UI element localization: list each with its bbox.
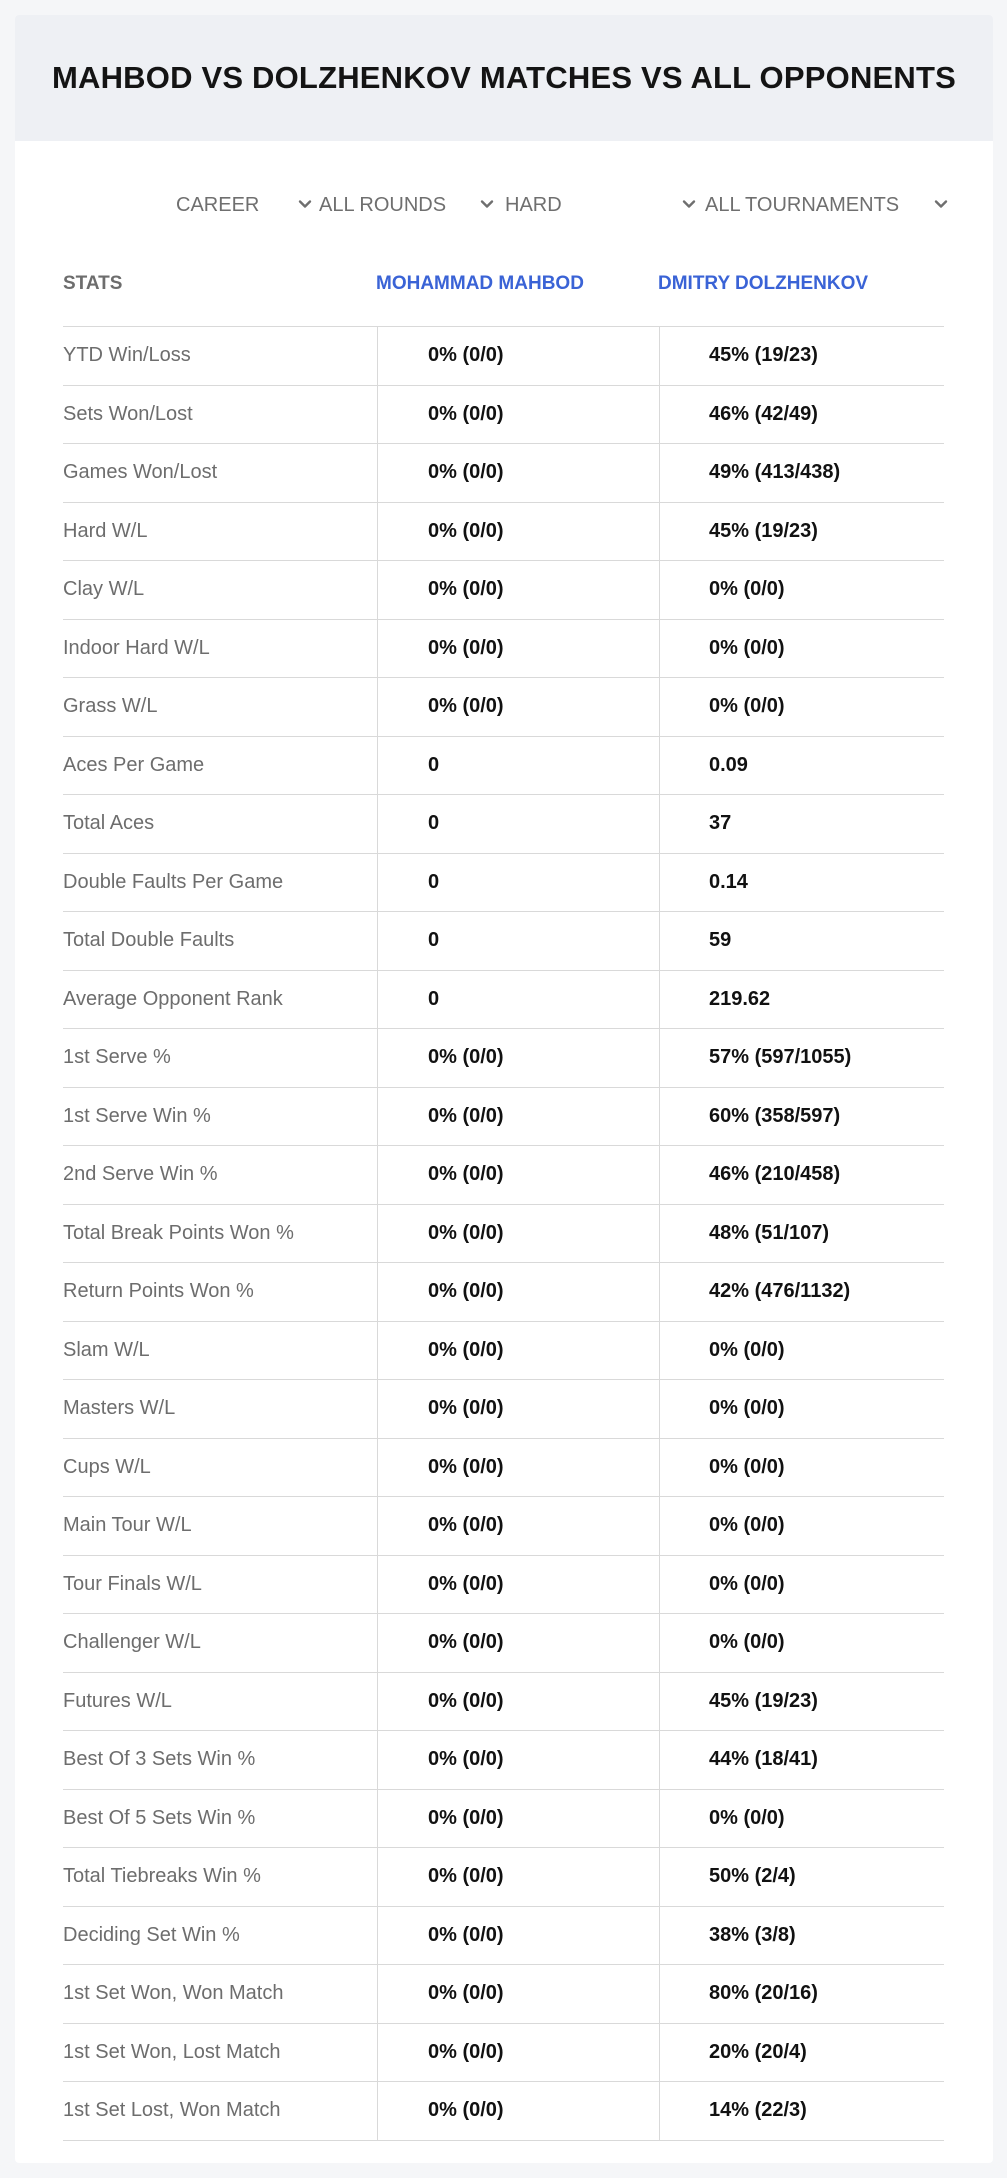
table-row (63, 2082, 944, 2141)
table-row (63, 1029, 944, 1088)
player1-value: 0% (0/0) (377, 1088, 659, 1146)
player1-link[interactable]: MOHAMMAD MAHBOD (376, 273, 584, 294)
stats-table (63, 255, 944, 2141)
table-body (63, 327, 944, 2141)
page-title: MAHBOD VS DOLZHENKOV MATCHES VS ALL OPPONENTS (51, 60, 957, 95)
filter-label: CAREER (176, 193, 260, 216)
table-row (63, 1146, 944, 1205)
player2-value: 0% (0/0) (659, 1380, 944, 1438)
table-row (63, 444, 944, 503)
player1-value: 0% (0/0) (377, 1146, 659, 1204)
player2-value: 59 (659, 912, 944, 970)
stat-label: Total Tiebreaks Win % (63, 1865, 261, 1888)
stat-label: Best Of 3 Sets Win % (63, 1748, 256, 1771)
stat-label: Games Won/Lost (63, 461, 218, 484)
filter-label: HARD (505, 193, 562, 216)
table-row (63, 1439, 944, 1498)
surface-filter-dropdown[interactable] (505, 185, 701, 225)
stat-label: Grass W/L (63, 695, 158, 718)
player2-value: 0% (0/0) (659, 1614, 944, 1672)
page-header (15, 15, 993, 141)
career-filter-dropdown[interactable] (176, 185, 314, 225)
player1-value: 0% (0/0) (377, 1205, 659, 1263)
player1-value: 0 (377, 737, 659, 795)
player1-value: 0% (0/0) (377, 1790, 659, 1848)
stat-label: Double Faults Per Game (63, 870, 284, 893)
player1-value: 0% (0/0) (377, 444, 659, 502)
chevron-down-icon (681, 196, 697, 212)
stat-label: 1st Set Won, Won Match (63, 1982, 284, 2005)
player2-value: 50% (2/4) (659, 1848, 944, 1906)
table-row (63, 327, 944, 386)
stat-label: Slam W/L (63, 1338, 150, 1361)
table-row (63, 1614, 944, 1673)
player2-value: 0% (0/0) (659, 678, 944, 736)
player2-value: 38% (3/8) (659, 1907, 944, 1965)
player1-value: 0% (0/0) (377, 1907, 659, 1965)
player1-value: 0 (377, 854, 659, 912)
player1-value: 0% (0/0) (377, 1965, 659, 2023)
stat-label: Average Opponent Rank (63, 987, 283, 1010)
player2-value: 0% (0/0) (659, 1439, 944, 1497)
player1-value: 0% (0/0) (377, 678, 659, 736)
stats-column-header: STATS (63, 273, 123, 294)
player2-value: 37 (659, 795, 944, 853)
stat-label: YTD Win/Loss (63, 344, 191, 367)
player1-value: 0% (0/0) (377, 1497, 659, 1555)
stat-label: Masters W/L (63, 1397, 176, 1420)
stat-label: Total Double Faults (63, 929, 235, 952)
player2-value: 0% (0/0) (659, 1497, 944, 1555)
stat-label: Tour Finals W/L (63, 1572, 202, 1595)
player2-value: 0% (0/0) (659, 1790, 944, 1848)
player1-value: 0% (0/0) (377, 2024, 659, 2082)
player2-value: 60% (358/597) (659, 1088, 944, 1146)
stat-label: Cups W/L (63, 1455, 151, 1478)
player1-value: 0% (0/0) (377, 386, 659, 444)
chevron-down-icon (933, 196, 949, 212)
table-row (63, 1731, 944, 1790)
player2-value: 0% (0/0) (659, 1322, 944, 1380)
table-row (63, 737, 944, 796)
table-row (63, 561, 944, 620)
player1-value: 0% (0/0) (377, 1380, 659, 1438)
table-row (63, 1263, 944, 1322)
table-row (63, 971, 944, 1030)
player1-value: 0% (0/0) (377, 1439, 659, 1497)
stat-label: Best Of 5 Sets Win % (63, 1806, 256, 1829)
table-row (63, 1790, 944, 1849)
table-row (63, 1497, 944, 1556)
stat-label: Return Points Won % (63, 1280, 254, 1303)
player1-value: 0% (0/0) (377, 1263, 659, 1321)
stat-label: 1st Set Lost, Won Match (63, 2099, 281, 2122)
player2-value: 0% (0/0) (659, 561, 944, 619)
player2-value: 219.62 (659, 971, 944, 1029)
stat-label: Challenger W/L (63, 1631, 201, 1654)
table-row (63, 620, 944, 679)
player2-value: 0% (0/0) (659, 1556, 944, 1614)
stat-label: 2nd Serve Win % (63, 1163, 218, 1186)
chevron-down-icon (297, 196, 313, 212)
player1-value: 0% (0/0) (377, 1848, 659, 1906)
table-row (63, 1907, 944, 1966)
player2-value: 45% (19/23) (659, 327, 944, 385)
player2-value: 20% (20/4) (659, 2024, 944, 2082)
filter-bar (15, 185, 993, 225)
player1-value: 0% (0/0) (377, 327, 659, 385)
player1-value: 0% (0/0) (377, 1029, 659, 1087)
player1-value: 0 (377, 971, 659, 1029)
stat-label: Main Tour W/L (63, 1514, 192, 1537)
player2-value: 44% (18/41) (659, 1731, 944, 1789)
player1-value: 0% (0/0) (377, 1731, 659, 1789)
stats-card (15, 15, 993, 2163)
player1-value: 0% (0/0) (377, 561, 659, 619)
table-header (63, 255, 944, 327)
stat-label: 1st Serve % (63, 1046, 171, 1069)
rounds-filter-dropdown[interactable] (319, 185, 499, 225)
player2-value: 0.14 (659, 854, 944, 912)
player2-value: 49% (413/438) (659, 444, 944, 502)
table-row (63, 1380, 944, 1439)
player1-value: 0 (377, 795, 659, 853)
stat-label: Indoor Hard W/L (63, 636, 210, 659)
stat-label: Futures W/L (63, 1689, 172, 1712)
stat-label: 1st Set Won, Lost Match (63, 2040, 281, 2063)
table-row (63, 854, 944, 913)
table-row (63, 2024, 944, 2083)
player2-value: 14% (22/3) (659, 2082, 944, 2140)
stat-label: Sets Won/Lost (63, 402, 193, 425)
chevron-down-icon (479, 196, 495, 212)
player2-value: 0% (0/0) (659, 620, 944, 678)
player2-value: 45% (19/23) (659, 503, 944, 561)
table-row (63, 1965, 944, 2024)
table-row (63, 1848, 944, 1907)
player2-value: 0.09 (659, 737, 944, 795)
player1-value: 0% (0/0) (377, 2082, 659, 2140)
stat-label: Aces Per Game (63, 753, 205, 776)
stat-label: Total Break Points Won % (63, 1221, 294, 1244)
player1-value: 0 (377, 912, 659, 970)
player2-value: 46% (42/49) (659, 386, 944, 444)
table-row (63, 1556, 944, 1615)
player1-value: 0% (0/0) (377, 1556, 659, 1614)
player1-value: 0% (0/0) (377, 503, 659, 561)
player1-value: 0% (0/0) (377, 620, 659, 678)
table-row (63, 678, 944, 737)
player2-value: 45% (19/23) (659, 1673, 944, 1731)
table-row (63, 795, 944, 854)
player1-value: 0% (0/0) (377, 1614, 659, 1672)
player2-value: 80% (20/16) (659, 1965, 944, 2023)
stat-label: Total Aces (63, 812, 155, 835)
stat-label: Clay W/L (63, 578, 145, 601)
table-row (63, 386, 944, 445)
table-row (63, 1205, 944, 1264)
player2-link[interactable]: DMITRY DOLZHENKOV (658, 273, 869, 294)
player2-value: 46% (210/458) (659, 1146, 944, 1204)
stat-label: Hard W/L (63, 519, 148, 542)
filter-label: ALL ROUNDS (319, 193, 447, 216)
tournaments-filter-dropdown[interactable] (705, 185, 955, 225)
player1-value: 0% (0/0) (377, 1673, 659, 1731)
stat-label: Deciding Set Win % (63, 1923, 240, 1946)
table-row (63, 1322, 944, 1381)
player2-value: 57% (597/1055) (659, 1029, 944, 1087)
table-row (63, 1673, 944, 1732)
player2-value: 42% (476/1132) (659, 1263, 944, 1321)
player2-value: 48% (51/107) (659, 1205, 944, 1263)
table-row (63, 503, 944, 562)
player1-value: 0% (0/0) (377, 1322, 659, 1380)
stat-label: 1st Serve Win % (63, 1104, 211, 1127)
table-row (63, 912, 944, 971)
table-row (63, 1088, 944, 1147)
filter-label: ALL TOURNAMENTS (705, 193, 900, 216)
